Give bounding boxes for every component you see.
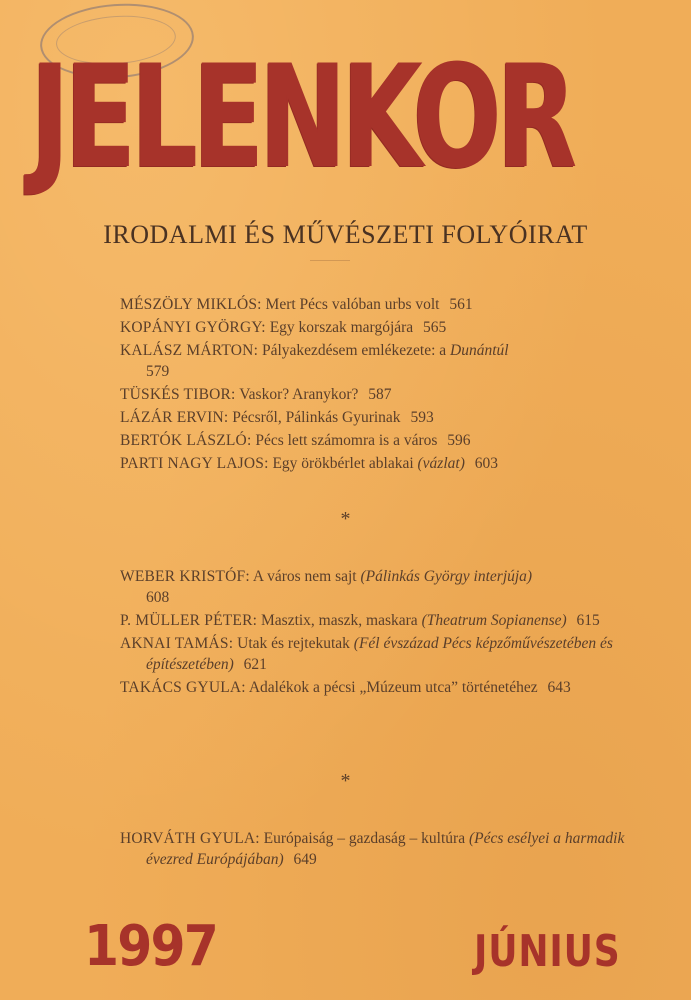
table-of-contents-section-3 [120, 828, 640, 872]
masthead-subtitle: IRODALMI ÉS MŰVÉSZETI FOLYÓIRAT [103, 220, 588, 249]
toc-page: 615 [576, 612, 600, 629]
toc-entry[interactable] [120, 828, 640, 870]
toc-entry[interactable] [120, 677, 640, 698]
toc-title: Mert Pécs valóban urbs volt [265, 296, 440, 313]
toc-page: 565 [423, 319, 447, 336]
toc-author: TAKÁCS GYULA: [120, 679, 246, 696]
toc-entry[interactable] [120, 317, 640, 338]
toc-page: 561 [449, 296, 473, 313]
toc-author: KALÁSZ MÁRTON: [120, 342, 259, 359]
toc-title: Masztix, maszk, maskara [261, 612, 418, 629]
toc-title-italic: (Theatrum Sopianense) [421, 612, 567, 629]
toc-page: 608 [146, 589, 170, 606]
toc-page: 603 [474, 455, 498, 472]
toc-title: Pécsről, Pálinkás Gyurinak [232, 409, 401, 426]
toc-entry[interactable] [120, 407, 640, 428]
toc-title: Utak és rejtekutak [237, 635, 350, 652]
toc-entry[interactable] [120, 430, 640, 451]
toc-author: AKNAI TAMÁS: [120, 635, 234, 652]
masthead-title: JELENKOR [30, 35, 572, 200]
subtitle-divider [310, 260, 350, 261]
toc-page: 649 [293, 851, 317, 868]
toc-title: Vaskor? Aranykor? [239, 386, 359, 403]
toc-entry[interactable] [120, 294, 640, 315]
toc-title: Adalékok a pécsi „Múzeum utca” történetéhez [248, 679, 538, 696]
toc-title-italic: (Pálinkás György interjúja) [360, 568, 533, 585]
table-of-contents-section-2 [120, 566, 640, 700]
toc-author: WEBER KRISTÓF: [120, 568, 250, 585]
toc-author: PARTI NAGY LAJOS: [120, 455, 269, 472]
toc-title: Pályakezdésem emlékezete: a [261, 342, 447, 359]
toc-title: Európaiság – gazdaság – kultúra [263, 830, 466, 847]
toc-author: LÁZÁR ERVIN: [120, 409, 229, 426]
toc-page: 587 [368, 386, 392, 403]
issue-year: 1997 [84, 914, 218, 979]
toc-entry[interactable] [120, 340, 640, 382]
toc-page: 621 [243, 656, 267, 673]
toc-title: A város nem sajt [252, 568, 357, 585]
toc-author: BERTÓK LÁSZLÓ: [120, 432, 252, 449]
toc-title-italic: (vázlat) [417, 455, 465, 472]
section-separator-asterisk: * [340, 508, 351, 530]
table-of-contents-section-1 [120, 294, 640, 476]
toc-author: MÉSZÖLY MIKLÓS: [120, 296, 262, 313]
toc-author: TÜSKÉS TIBOR: [120, 386, 236, 403]
toc-title-italic: (Fél évszázad Pécs képzőművészetében és építészetében) [146, 635, 613, 673]
toc-title-italic: (Pécs esélyei a harmadik évezred Európájában) [146, 830, 625, 868]
section-separator-asterisk: * [340, 770, 351, 792]
toc-entry[interactable] [120, 384, 640, 405]
toc-author: HORVÁTH GYULA: [120, 830, 260, 847]
toc-page: 593 [410, 409, 434, 426]
toc-author: KOPÁNYI GYÖRGY: [120, 319, 266, 336]
issue-month: JÚNIUS [474, 926, 621, 977]
toc-title: Egy korszak margójára [269, 319, 414, 336]
toc-page: 643 [547, 679, 571, 696]
toc-title: Pécs lett számomra is a város [255, 432, 438, 449]
toc-title-italic: Dunántúl [450, 342, 509, 359]
toc-entry[interactable] [120, 633, 640, 675]
toc-entry[interactable] [120, 453, 640, 474]
toc-entry[interactable] [120, 566, 640, 608]
toc-author: P. MÜLLER PÉTER: [120, 612, 258, 629]
toc-entry[interactable] [120, 610, 640, 631]
toc-page: 596 [447, 432, 471, 449]
toc-page: 579 [146, 363, 170, 380]
toc-title: Egy örökbérlet ablakai [272, 455, 414, 472]
